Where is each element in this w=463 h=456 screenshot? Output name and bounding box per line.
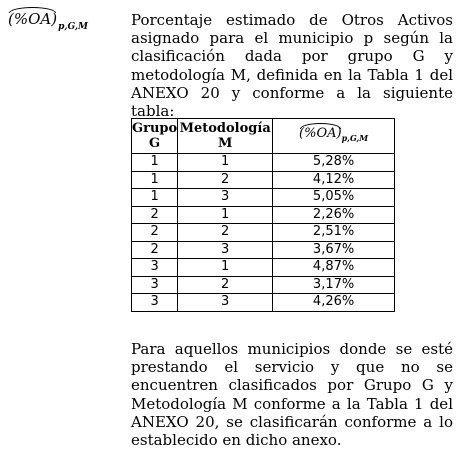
cell-percentage: 5,05% [273, 189, 395, 207]
table-header-row [132, 119, 395, 154]
cell-metodologia: 1 [178, 259, 273, 277]
cell-grupo: 2 [132, 206, 178, 224]
header-oa-subscript: p,G,M [341, 133, 369, 143]
cell-grupo: 2 [132, 241, 178, 259]
table-row [132, 276, 395, 294]
cell-percentage: 2,26% [273, 206, 395, 224]
table-row [132, 259, 395, 277]
cell-metodologia: 2 [178, 171, 273, 189]
cell-metodologia: 1 [178, 206, 273, 224]
table-body [132, 154, 395, 312]
table-row [132, 189, 395, 207]
cell-metodologia: 3 [178, 294, 273, 312]
cell-grupo: 3 [132, 259, 178, 277]
cell-percentage: 4,12% [273, 171, 395, 189]
cell-metodologia: 2 [178, 276, 273, 294]
cell-percentage: 3,17% [273, 276, 395, 294]
cell-percentage: 3,67% [273, 241, 395, 259]
table-row [132, 241, 395, 259]
cell-grupo: 1 [132, 189, 178, 207]
cell-grupo: 3 [132, 294, 178, 312]
percentage-table [131, 118, 395, 312]
formula-subscript: p,G,M [58, 22, 88, 32]
note-paragraph: Para aquellos municipios donde se esté prestando el servicio y que no se encuentren clasificados por Grupo G y Metodología M conforme a la Tabla 1 del ANEXO 20, se clasificarán conforme a lo establecido en dicho anexo. [131, 340, 453, 450]
cell-metodologia: 3 [178, 241, 273, 259]
cell-percentage: 2,51% [273, 224, 395, 242]
header-oa [273, 119, 395, 154]
table-row [132, 154, 395, 172]
cell-metodologia: 3 [178, 189, 273, 207]
cell-grupo: 1 [132, 171, 178, 189]
cell-percentage: 5,28% [273, 154, 395, 172]
cell-grupo: 3 [132, 276, 178, 294]
cell-percentage: 4,87% [273, 259, 395, 277]
formula-term [8, 10, 88, 32]
cell-percentage: 4,26% [273, 294, 395, 312]
cell-metodologia: 1 [178, 154, 273, 172]
table-row [132, 206, 395, 224]
cell-grupo: 2 [132, 224, 178, 242]
cell-metodologia: 2 [178, 224, 273, 242]
definition-paragraph: Porcentaje estimado de Otros Activos asignado para el municipio p según la clasificación dada por grupo G y metodología M, definida en la Tabla 1 del ANEXO 20 y conforme a la siguiente tabla: [131, 11, 453, 121]
formula-symbol: (%OA) [8, 10, 58, 28]
header-oa-symbol: (%OA) [299, 126, 342, 141]
table-row [132, 171, 395, 189]
cell-grupo: 1 [132, 154, 178, 172]
table-row [132, 224, 395, 242]
header-grupo: Grupo G [132, 119, 178, 154]
header-metodologia: Metodología M [178, 119, 273, 154]
table-row [132, 294, 395, 312]
